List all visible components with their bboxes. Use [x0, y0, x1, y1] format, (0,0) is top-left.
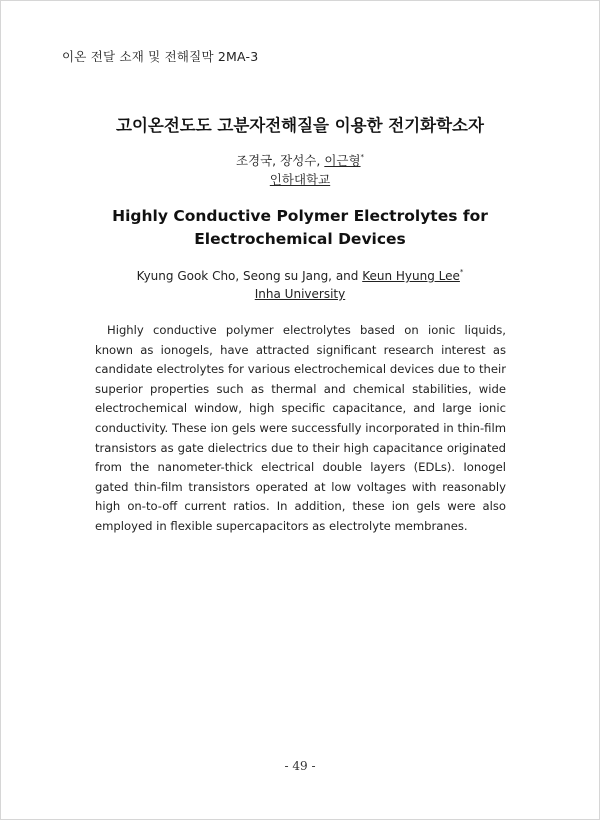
affiliation-korean — [0, 170, 600, 188]
affiliation-korean-text: 인하대학교 — [269, 172, 331, 187]
abstract — [95, 321, 506, 537]
corresponding-mark-korean: * — [360, 153, 365, 161]
authors-english-plain: Kyung Gook Cho, Seong su Jang, and — [136, 269, 363, 283]
corresponding-mark-english: * — [459, 268, 464, 276]
authors-english — [0, 268, 600, 283]
paper-title-english: Highly Conductive Polymer Electrolytes for Electrochemical Devices — [112, 207, 488, 248]
corresponding-author-english: Keun Hyung Lee — [362, 269, 460, 283]
paper-title-korean: 고이온전도도 고분자전해질을 이용한 전기화학소자 — [116, 116, 484, 135]
affiliation-english — [0, 287, 600, 301]
affiliation-english-text: Inha University — [254, 287, 346, 301]
page-number: - 49 - — [284, 759, 316, 773]
corresponding-author-korean: 이근형 — [324, 153, 361, 168]
authors-korean — [0, 151, 600, 169]
session-code: 이온 전달 소재 및 전해질막 2MA-3 — [62, 49, 259, 64]
abstract-text: Highly conductive polymer electrolytes based on ionic liquids, known as ionogels, have attracted significant research interest as candidate electrolytes for various electrochemical devices due to their superior properties such as thermal and chemical stabilities, wide electrochemical window, high specific capacitance, and large ionic conductivity. These ion gels were successfully incorporated in thin-film transistors as gate dielectrics due to their high capacitance originated from the nanometer-thick electrical double layers (EDLs). Ionogel gated thin-film transistors operated at low voltages with reasonably high on-to-off current ratios. In addition, these ion gels were also employed in flexible supercapacitors as electrolyte membranes. — [95, 323, 506, 533]
authors-korean-plain: 조경국, 장성수, — [235, 153, 325, 168]
